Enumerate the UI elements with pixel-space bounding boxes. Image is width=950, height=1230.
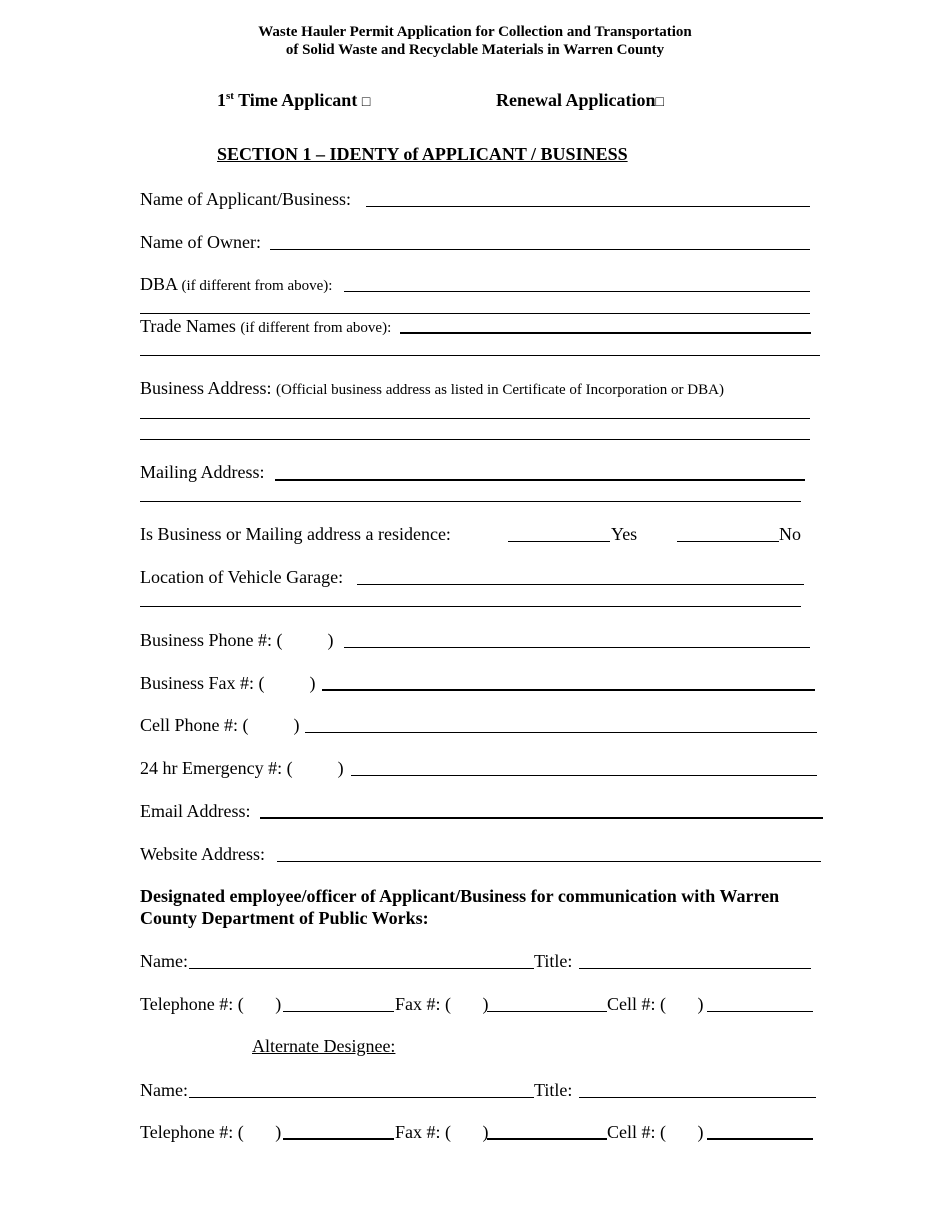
owner-name-label: Name of Owner:: [140, 232, 261, 252]
business-fax-label: Business Fax #: ( ): [140, 673, 316, 693]
business-fax-field[interactable]: [322, 689, 815, 691]
email-label: Email Address:: [140, 801, 251, 821]
designee-telephone-label: Telephone #: ( ): [140, 994, 282, 1014]
dba-note: (if different from above):: [181, 278, 333, 294]
dba-field[interactable]: [344, 291, 810, 292]
designee-title-field[interactable]: [579, 968, 811, 969]
owner-name-field[interactable]: [270, 249, 810, 250]
designee-cell-field[interactable]: [707, 1011, 813, 1012]
designee-cell-label: Cell #: ( ): [607, 994, 704, 1014]
designee-name-field[interactable]: [189, 968, 534, 969]
alternate-cell-field[interactable]: [707, 1138, 813, 1140]
business-address-text: Business Address:: [140, 378, 272, 398]
trade-names-label: [140, 315, 391, 339]
renewal-application-option[interactable]: [496, 90, 664, 111]
trade-names-field-line-2[interactable]: [140, 355, 820, 356]
first-time-prefix: 1: [217, 90, 226, 110]
dba-label: [140, 273, 332, 297]
website-label: Website Address:: [140, 844, 266, 864]
renewal-checkbox[interactable]: □: [655, 95, 664, 110]
cell-phone-field[interactable]: [305, 732, 817, 733]
designee-fax-label: Fax #: ( ): [395, 994, 489, 1014]
mailing-address-field-line-2[interactable]: [140, 501, 801, 502]
alternate-cell-label: Cell #: ( ): [607, 1122, 704, 1142]
business-address-field-line-1[interactable]: [140, 418, 810, 419]
residence-yes-field[interactable]: [508, 541, 610, 542]
alternate-name-field[interactable]: [189, 1097, 534, 1098]
mailing-address-field[interactable]: [275, 479, 805, 481]
business-phone-label: Business Phone #: ( ): [140, 630, 334, 650]
alternate-fax-field[interactable]: [487, 1138, 607, 1140]
alternate-title-field[interactable]: [579, 1097, 816, 1098]
designee-title-label: Title:: [534, 951, 573, 971]
cell-phone-label: Cell Phone #: ( ): [140, 715, 300, 735]
emergency-phone-label: 24 hr Emergency #: ( ): [140, 758, 344, 778]
designee-telephone-field[interactable]: [283, 1011, 394, 1012]
dba-text: DBA: [140, 274, 178, 294]
residence-no-field[interactable]: [677, 541, 779, 542]
designee-fax-field[interactable]: [487, 1011, 607, 1012]
trade-names-text: Trade Names: [140, 316, 236, 336]
designee-heading-line-1: Designated employee/officer of Applicant/Business for communication with Warren: [140, 886, 780, 906]
form-title-line-1: Waste Hauler Permit Application for Collection and Transportation: [258, 24, 692, 40]
applicant-name-field[interactable]: [366, 206, 810, 207]
alternate-title-label: Title:: [534, 1080, 573, 1100]
trade-names-note: (if different from above):: [240, 320, 392, 336]
business-address-field-line-2[interactable]: [140, 439, 810, 440]
alternate-designee-heading: Alternate Designee:: [252, 1036, 396, 1056]
dba-field-line-2[interactable]: [140, 313, 810, 314]
renewal-label: Renewal Application: [496, 90, 656, 110]
mailing-address-label: Mailing Address:: [140, 462, 265, 482]
designee-heading-line-2: County Department of Public Works:: [140, 908, 429, 928]
business-address-note: (Official business address as listed in Certificate of Incorporation or DBA): [276, 382, 724, 398]
email-field[interactable]: [260, 817, 823, 819]
residence-yes-label: Yes: [611, 524, 638, 544]
residence-question-label: Is Business or Mailing address a residence:: [140, 524, 451, 544]
alternate-telephone-field[interactable]: [283, 1138, 394, 1140]
first-time-applicant-option[interactable]: [217, 90, 370, 111]
alternate-name-label: Name:: [140, 1080, 188, 1100]
first-time-checkbox[interactable]: □: [361, 95, 371, 110]
website-field[interactable]: [277, 861, 821, 862]
trade-names-field[interactable]: [400, 332, 811, 334]
form-title-line-2: of Solid Waste and Recyclable Materials in Warren County: [285, 42, 665, 58]
alternate-telephone-label: Telephone #: ( ): [140, 1122, 282, 1142]
business-address-label: [140, 377, 724, 401]
business-phone-field[interactable]: [344, 647, 810, 648]
residence-no-label: No: [779, 524, 801, 544]
vehicle-garage-field[interactable]: [357, 584, 804, 585]
emergency-phone-field[interactable]: [351, 775, 817, 776]
vehicle-garage-field-line-2[interactable]: [140, 606, 801, 607]
vehicle-garage-label: Location of Vehicle Garage:: [140, 567, 344, 587]
alternate-fax-label: Fax #: ( ): [395, 1122, 489, 1142]
designee-name-label: Name:: [140, 951, 188, 971]
applicant-name-label: Name of Applicant/Business:: [140, 189, 351, 209]
first-time-label: Time Applicant: [233, 90, 362, 110]
section-1-heading: SECTION 1 – IDENTY of APPLICANT / BUSINESS: [217, 144, 628, 164]
first-time-superscript: st: [226, 90, 234, 102]
